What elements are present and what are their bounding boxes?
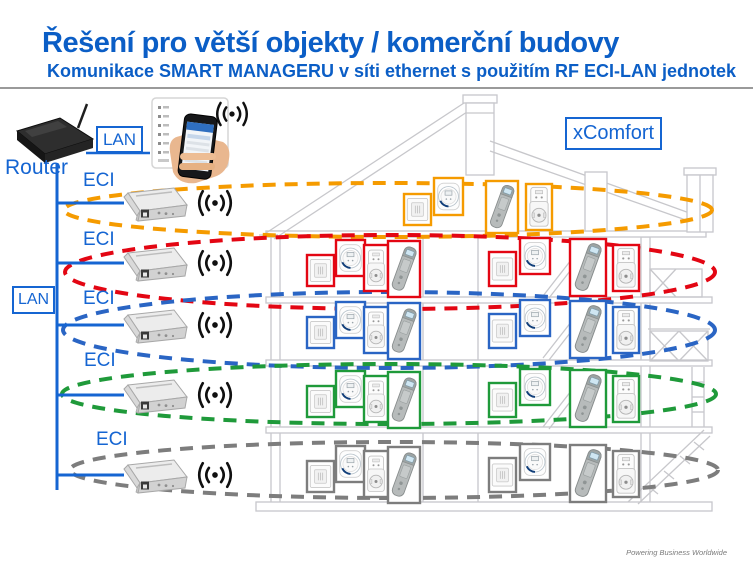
floor-4-remote-control	[570, 239, 606, 296]
plug-actuator-icon	[368, 456, 385, 491]
floor-3-wall-switch	[489, 314, 516, 348]
lan-box-left-label: LAN	[17, 291, 50, 308]
floor-attic-remote-control	[486, 181, 518, 233]
floor-2-remote-control	[388, 372, 420, 428]
plug-actuator-icon	[368, 312, 385, 347]
floor-1-wall-switch	[307, 461, 334, 492]
plug-actuator-icon	[617, 454, 635, 493]
room-controller-icon	[438, 183, 460, 210]
room-controller-icon	[524, 243, 546, 270]
floor-2-plug-actuator	[364, 376, 388, 422]
floor-4-plug-actuator	[613, 245, 639, 291]
page-title: Řešení pro větší objekty / komerční budovy	[42, 27, 619, 59]
xcomfort-label: xComfort	[572, 122, 655, 144]
chimney-cap	[463, 95, 497, 103]
floor-4-room-controller	[336, 240, 365, 276]
chimney	[466, 103, 494, 175]
floor-1-plug-actuator	[364, 451, 388, 497]
floor-3-remote-control	[388, 303, 420, 359]
floor-slab	[266, 427, 712, 433]
floor-2-room-controller	[520, 369, 550, 405]
rf-signal-icon	[199, 383, 231, 407]
floor-3-wall-switch	[307, 317, 334, 348]
floor-3-remote-control	[570, 301, 606, 358]
eci-lan-unit	[124, 460, 187, 493]
floor-4-wall-switch	[307, 255, 334, 286]
wall-switch-icon	[492, 320, 512, 342]
floor-2-remote-control	[570, 370, 606, 427]
floor-1-remote-control	[570, 445, 606, 502]
floor-1-room-controller	[520, 444, 550, 480]
building-left-wall	[271, 231, 280, 509]
header-divider	[0, 87, 753, 89]
floor-4-room-controller	[520, 238, 550, 274]
eci-label-floor2: ECI	[84, 350, 116, 371]
floor-3-plug-actuator	[613, 307, 639, 353]
wall-switch-icon	[492, 389, 512, 411]
room-controller-icon	[524, 305, 546, 332]
eci-lan-unit	[124, 380, 187, 413]
brand-tagline: Powering Business Worldwide	[626, 548, 727, 557]
roof-dormer	[585, 172, 607, 231]
eci-label-attic: ECI	[83, 170, 115, 191]
wall-switch-icon	[407, 198, 427, 220]
floor-attic-room-controller	[434, 178, 463, 215]
lan-box-top	[96, 126, 143, 153]
floor-1-remote-control	[388, 447, 420, 503]
floor-2-room-controller	[336, 371, 365, 407]
lan-box-left	[12, 286, 55, 314]
rf-signal-icon	[199, 313, 231, 337]
eci-lan-unit	[124, 248, 187, 281]
room-controller-icon	[340, 245, 362, 272]
xcomfort-badge	[565, 117, 662, 150]
eci-label-floor1: ECI	[96, 429, 128, 450]
building-cross-section	[256, 95, 716, 511]
page-subtitle: Komunikace SMART MANAGERU v síti ethernet s použitím RF ECI-LAN jednotek	[47, 61, 737, 81]
floor-4-wall-switch	[489, 252, 516, 286]
floor-attic-plug-actuator	[526, 184, 552, 230]
room-controller-icon	[340, 307, 362, 334]
floor-2-wall-switch	[307, 386, 334, 417]
wall-switch-icon	[492, 258, 512, 280]
rf-signal-icon	[199, 251, 231, 275]
eci-lan-unit	[124, 310, 187, 343]
floor-1-room-controller	[336, 446, 365, 482]
ground-slab	[256, 502, 712, 511]
wall-switch-icon	[310, 390, 330, 412]
plug-actuator-icon	[530, 187, 548, 226]
plug-actuator-icon	[617, 310, 635, 349]
floor-slab	[266, 297, 712, 303]
wall-switch-icon	[310, 321, 330, 343]
plug-actuator-icon	[617, 248, 635, 287]
router-label: Router	[5, 156, 69, 179]
building-right-wall	[641, 237, 650, 503]
lan-box-top-label: LAN	[102, 129, 137, 149]
floor-2-plug-actuator	[613, 376, 639, 422]
floor-1-wall-switch	[489, 458, 516, 492]
room-controller-icon	[340, 376, 362, 403]
floor-3-plug-actuator	[364, 307, 388, 353]
router-image	[17, 104, 93, 163]
room-controller-icon	[340, 451, 362, 478]
floor-4-plug-actuator	[364, 245, 388, 291]
floor-1-plug-actuator	[613, 451, 639, 497]
wall-switch-icon	[310, 465, 330, 487]
wall-switch-icon	[310, 259, 330, 281]
rf-signal-icon	[199, 191, 231, 215]
roof-line-inner	[274, 112, 467, 239]
floor-attic-wall-switch	[404, 194, 431, 225]
floor-2-wall-switch	[489, 383, 516, 417]
right-tower-cap	[684, 168, 716, 175]
floor-3-room-controller	[336, 302, 365, 338]
plug-actuator-icon	[368, 250, 385, 285]
plug-actuator-icon	[617, 379, 635, 418]
rf-signal-icon	[199, 463, 231, 487]
floor-3-room-controller	[520, 300, 550, 336]
plug-actuator-icon	[368, 381, 385, 416]
room-controller-icon	[524, 374, 546, 401]
eci-label-floor4: ECI	[83, 229, 115, 250]
room-controller-icon	[524, 449, 546, 476]
eci-lan-unit	[124, 188, 187, 221]
balcony-railing	[648, 269, 710, 427]
eci-label-floor3: ECI	[83, 288, 115, 309]
wall-switch-icon	[492, 464, 512, 486]
interior-walls	[423, 238, 478, 502]
floor-4-remote-control	[388, 241, 420, 297]
